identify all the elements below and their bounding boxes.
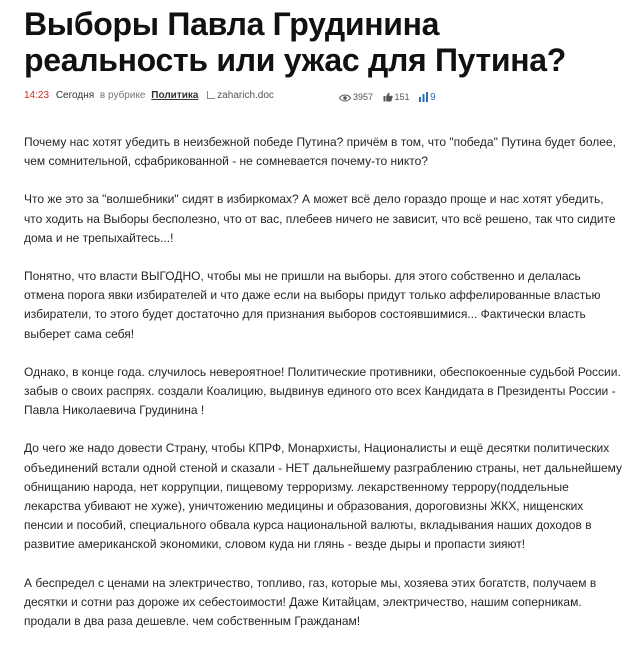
paragraph: А беспредел с ценами на электричество, топливо, газ, которые мы, хозяева этих богатств, получаем в десятки и сотни раз дороже их себестоимости! Даже Китайцам, электричество, нашим соперникам. продали в два раза дешевле. чем собственным Гражданам!	[24, 575, 597, 629]
paragraph: Почему нас хотят убедить в неизбежной победе Путина? причём в том, что "победа" Путина будет более, чем сомнительной, сфабрикованной - не сомневается почему-то никто?	[24, 135, 616, 169]
article-stats	[339, 90, 443, 104]
article-body	[24, 133, 624, 650]
author-name: zaharich.doc	[217, 90, 274, 101]
publish-day: Сегодня	[55, 90, 95, 101]
paragraph: Понятно, что власти ВЫГОДНО, чтобы мы не пришли на выборы. для этого собственно и делалась отмена порога явки избирателей и что даже если на выборы придут только аффелированные властью избиратели, то этого будет достаточно для признания выборов состоявшимися... Фактически власть выберет сама себя!	[24, 269, 601, 341]
eye-icon	[339, 94, 351, 102]
likes-count: 151	[394, 92, 410, 102]
likes-stat[interactable]	[383, 90, 410, 104]
user-corner-icon	[207, 91, 215, 99]
comment-bars-icon	[419, 92, 428, 102]
author[interactable]	[207, 90, 274, 101]
rubric-link[interactable]: Политика	[151, 90, 199, 101]
rubric-prefix: в рубрике	[99, 90, 146, 101]
views-stat	[339, 90, 373, 104]
paragraph: Однако, в конце года. случилось невероятное! Политические противники, обеспокоенные судьбой России. забыв о своих распрях. создали Коалицию, выдвинув единого ото всех Кандидата в Президенты России - Павла Николаевича Грудинина !	[24, 364, 621, 418]
comments-stat[interactable]	[419, 91, 436, 105]
paragraph: До чего же надо довести Страну, чтобы КПРФ, Монархисты, Националисты и ещё десятки политических объединений встали одной стеной и сказали - НЕТ дальнейшему разграблению страны, нет дальнейшему обнищанию народа, нет коррупции, пищевому терроризму. лекарственному террору(поддельные лекарства убивают не хуже), уничтожению медицины и образования, дороговизны ЖКХ, нищенских пенсии и пособий, специального обвала курса национальной валюты, вкладывания наших доходов в развитие американской экономики, словом куда ни глянь - везде дыры и пропасти зияют!	[24, 441, 623, 552]
article-title: Выборы Павла Грудинина реальность или ужас для Путина?	[24, 6, 567, 78]
publish-time: 14:23	[24, 90, 50, 101]
views-count: 3957	[353, 92, 374, 102]
thumbs-up-icon	[383, 92, 393, 102]
comments-count: 9	[430, 92, 436, 103]
paragraph: Что же это за "волшебники" сидят в избиркомах? А может всё дело гораздо проще и нас хотят убедить, что ходить на Выборы бесполезно, что от вас, плебеев ничего не зависит, что всё решено, так что сидите дома и не трепыхайтесь...!	[24, 192, 616, 245]
article-meta	[24, 89, 624, 103]
